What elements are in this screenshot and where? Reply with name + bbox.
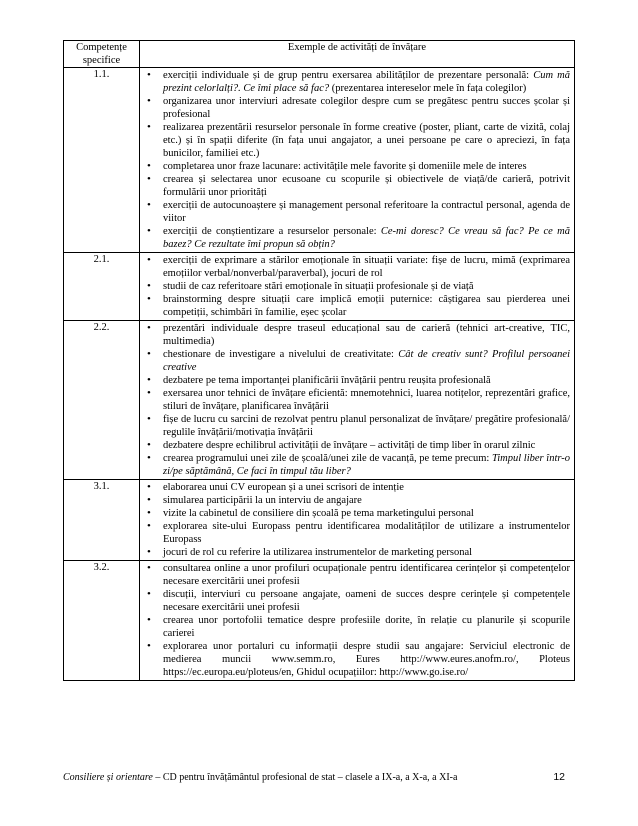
activity-list (140, 253, 574, 320)
bullet-icon: • (147, 225, 151, 237)
footer-text (63, 771, 457, 784)
activities-table (63, 40, 575, 681)
bullet-icon: • (147, 348, 151, 360)
bullet-icon: • (147, 413, 151, 425)
activity-text-italic: Timpul liber într-o zi/pe săptămână, Ce faci în timpul tău liber? (163, 453, 571, 477)
activity-text: vizite la cabinetul de consiliere din școală pe tema marketingului personal (163, 508, 474, 519)
header-competente: Competențe specifice (64, 41, 140, 68)
bullet-icon: • (147, 280, 151, 292)
activity-text: crearea și selectarea unor ecusoane cu scopurile și obiectivele de viață/de carieră, potrivit formulării unor priorități (163, 174, 570, 198)
bullet-icon: • (147, 173, 151, 185)
activity-text: explorarea site-ului Europass pentru identificarea modalităților de utilizare a instrumentelor Europass (163, 521, 570, 545)
activity-text: realizarea prezentării resurselor personale în forme creative (poster, pliant, carte de vizită, colaj etc.) și în spații diferite (în fața unui angajator, a unei persoane pe care o apreciezi, în fața bunicilor, familiei etc.) (163, 122, 570, 159)
activity-text: jocuri de rol cu referire la utilizarea instrumentelor de marketing personal (163, 547, 473, 558)
activity-text: exerciții de autocunoaștere și management personal referitoare la contractul personal, agenda de viitor (163, 200, 570, 224)
list-item (140, 546, 570, 559)
page-number: 12 (553, 771, 565, 783)
activities-cell (140, 561, 575, 681)
activity-text: exerciții de exprimare a stărilor emoționale în situații variate: fișe de lucru, mimă (exprimarea emoțiilor verbal/nonverbal/paraverbal), jocuri de rol (163, 255, 570, 279)
activity-text: (prezentarea intereselor mele în fața colegilor) (329, 83, 527, 94)
bullet-icon: • (147, 322, 151, 334)
table-header-row (64, 41, 575, 68)
competence-code: 3.2. (64, 561, 140, 681)
activity-text-italic: Cum mă prezint celorlalți?. Ce îmi place să fac? (163, 70, 571, 94)
bullet-icon: • (147, 481, 151, 493)
activity-text-italic: Cât de creativ sunt? Profilul persoanei creative (163, 349, 570, 373)
list-item (140, 173, 570, 199)
footer-title-rest: – CD pentru învățământul profesional de stat – clasele a IX-a, a X-a, a XI-a (152, 772, 458, 783)
activity-text: brainstorming despre situații care implică emoții puternice: câștigarea sau pierderea unei competiții, schimbări în familie, eșec școlar (163, 294, 570, 318)
bullet-icon: • (147, 160, 151, 172)
activity-text: explorarea unor portaluri cu informații despre studii sau angajare: Serviciul electronic de medierea muncii www.semm.ro, Eures http://www.eures.anofm.ro/, Ploteus https://ec.europa.eu/ploteus/en, Ghidul ocupațiilor: http://www.go.ise.ro/ (163, 641, 570, 678)
list-item (140, 614, 570, 640)
bullet-icon: • (147, 507, 151, 519)
list-item (140, 280, 570, 293)
bullet-icon: • (147, 439, 151, 451)
footer-title-italic: Consiliere și orientare (63, 772, 153, 783)
activities-cell (140, 480, 575, 561)
list-item (140, 439, 570, 452)
activity-text: exerciții de conștientizare a resurselor personale: (163, 226, 381, 237)
activity-text: consultarea online a unor profiluri ocupaționale pentru identificarea cerințelor și competențelor necesare exercitării unei profesii (163, 563, 570, 587)
list-item (140, 520, 570, 546)
activity-text: organizarea unor interviuri adresate colegilor despre cum se pregătesc pentru succes școlar și profesional (163, 96, 570, 120)
activities-cell (140, 321, 575, 480)
bullet-icon: • (147, 520, 151, 532)
table-row (64, 68, 575, 253)
bullet-icon: • (147, 614, 151, 626)
list-item (140, 254, 570, 280)
activity-text: crearea unor portofolii tematice despre profesiile dorite, în relație cu planurile și scopurile carierei (163, 615, 570, 639)
list-item (140, 348, 570, 374)
list-item (140, 387, 570, 413)
bullet-icon: • (147, 254, 151, 266)
bullet-icon: • (147, 588, 151, 600)
bullet-icon: • (147, 293, 151, 305)
list-item (140, 322, 570, 348)
activities-cell (140, 253, 575, 321)
competence-code: 3.1. (64, 480, 140, 561)
list-item (140, 293, 570, 319)
activity-text: exerciții individuale și de grup pentru exersarea abilităților de prezentare personală: (163, 70, 534, 81)
bullet-icon: • (147, 199, 151, 211)
bullet-icon: • (147, 121, 151, 133)
activity-text: crearea programului unei zile de școală/unei zile de vacanță, pe teme precum: (163, 453, 492, 464)
activity-text: studii de caz referitoare stări emoționale în situații profesionale și de viață (163, 281, 474, 292)
list-item (140, 494, 570, 507)
competence-code: 2.1. (64, 253, 140, 321)
activity-text-italic: Ce-mi doresc? Ce vreau să fac? Pe ce mă bazez? Ce rezultate îmi propun să obțin? (163, 226, 570, 250)
page-footer (63, 771, 575, 784)
bullet-icon: • (147, 640, 151, 652)
list-item (140, 95, 570, 121)
list-item (140, 562, 570, 588)
bullet-icon: • (147, 69, 151, 81)
table-row (64, 561, 575, 681)
list-item (140, 640, 570, 679)
list-item (140, 199, 570, 225)
activity-text: completarea unor fraze lacunare: activitățile mele favorite și domeniile mele de interes (163, 161, 527, 172)
activity-text: dezbatere pe tema importanței planificării învățării pentru reușita profesională (163, 375, 491, 386)
activities-cell (140, 68, 575, 253)
activity-text: prezentări individuale despre traseul educațional sau de carieră (tehnici art-creative, TIC, multimedia) (163, 323, 570, 347)
activity-text: fișe de lucru cu sarcini de rezolvat pentru planul personalizat de învățare/ pregătire profesională/ regulile învățării/motivația învățării (163, 414, 570, 438)
list-item (140, 588, 570, 614)
activity-text: dezbatere despre echilibrul activității de învățare – activități de timp liber în orarul zilnic (163, 440, 536, 451)
bullet-icon: • (147, 95, 151, 107)
activity-list (140, 321, 574, 479)
bullet-icon: • (147, 387, 151, 399)
bullet-icon: • (147, 562, 151, 574)
bullet-icon: • (147, 546, 151, 558)
list-item (140, 121, 570, 160)
activity-list (140, 68, 574, 252)
list-item (140, 225, 570, 251)
activity-text: exersarea unor tehnici de învățare eficientă: mnemotehnici, luarea notițelor, reprezentări grafice, stiluri de învățare, planificarea învățării (163, 388, 570, 412)
list-item (140, 452, 570, 478)
list-item (140, 160, 570, 173)
list-item (140, 69, 570, 95)
table-row (64, 321, 575, 480)
table-row (64, 480, 575, 561)
bullet-icon: • (147, 494, 151, 506)
table-row (64, 253, 575, 321)
list-item (140, 374, 570, 387)
activity-text: simularea participării la un interviu de angajare (163, 495, 362, 506)
competence-code: 2.2. (64, 321, 140, 480)
bullet-icon: • (147, 374, 151, 386)
list-item (140, 413, 570, 439)
header-exemple: Exemple de activități de învățare (140, 41, 575, 68)
activity-list (140, 561, 574, 680)
list-item (140, 507, 570, 520)
activity-text: elaborarea unui CV european și a unei scrisori de intenție (163, 482, 404, 493)
list-item (140, 481, 570, 494)
competence-code: 1.1. (64, 68, 140, 253)
activity-text: chestionare de investigare a nivelului de creativitate: (163, 349, 399, 360)
activity-list (140, 480, 574, 560)
bullet-icon: • (147, 452, 151, 464)
table-body (64, 68, 575, 681)
activity-text: discuții, interviuri cu persoane angajate, oameni de succes despre cerințele și competențele necesare exercitării unei profesii (163, 589, 570, 613)
